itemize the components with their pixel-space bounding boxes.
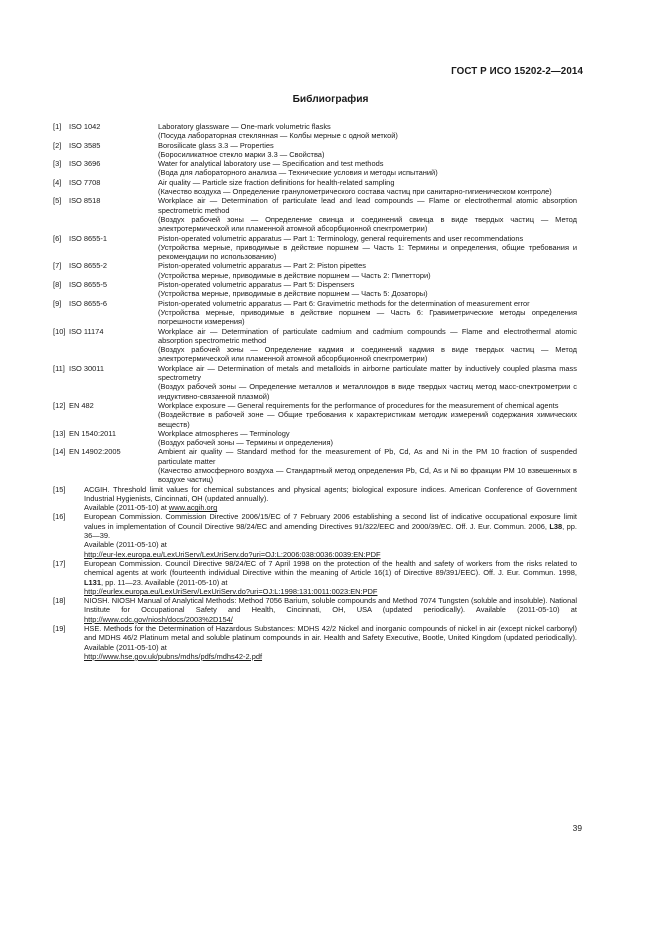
- bib-title-en: Borosilicate glass 3.3 — Properties: [158, 140, 274, 150]
- bib-entry-17: [53, 559, 577, 596]
- bib-number: [1]: [53, 122, 62, 131]
- bib-title-ru: (Вода для лабораторного анализа — Технические условия и методы испытаний): [158, 168, 438, 178]
- bib-title-ru: (Воздух рабочей зоны — Определение кадмия и соединений кадмия в виде твердых частиц — Метод электротермической или пламенной атомной абсорбционной спектрометрии): [158, 345, 577, 364]
- bib-code: EN 482: [69, 400, 94, 410]
- bib-number: [15]: [53, 484, 66, 494]
- bib-title-en: Piston-operated volumetric apparatus — Part 1: Terminology, general requirements and user recommendations: [158, 233, 524, 243]
- bib-title-ru: (Воздух рабочей зоны — Определение свинца и соединений свинца в виде твердых частиц — Метод электротермической или пламенной атомной абсорбционной спектрометрии): [158, 214, 577, 234]
- bib-entry-1: [53, 122, 577, 141]
- bib-number: [11]: [53, 363, 65, 373]
- bib-title-ru: (Устройства мерные, приводимые в действие поршнем — Часть 5: Дозаторы): [158, 289, 428, 299]
- page-title: Библиография: [292, 94, 369, 105]
- bib-entry-16: [53, 512, 577, 558]
- bib-title-ru: (Устройства мерные, приводимые в действие поршнем — Часть 2: Пипеттори): [158, 270, 431, 280]
- bib-title-en: Air quality — Particle size fraction definitions for health-related sampling: [158, 177, 395, 187]
- bib-code: ISO 8655-2: [69, 261, 108, 271]
- bib-entry-5: [53, 196, 577, 233]
- bib-number: [2]: [53, 140, 62, 150]
- bib-entry-19: [53, 624, 577, 661]
- bib-reference-text-cont: , pp. 36—39.: [84, 521, 577, 541]
- bib-number: [4]: [53, 177, 62, 187]
- bib-number: [6]: [53, 233, 62, 243]
- bib-title-en: Piston-operated volumetric apparatus — Part 2: Piston pipettes: [158, 261, 366, 271]
- bib-entry-4: [53, 178, 577, 197]
- bib-code: ISO 8655-5: [69, 280, 108, 290]
- bib-code: ISO 11174: [69, 326, 104, 336]
- bib-reference-text: HSE. Methods for the Determination of Hazardous Substances: MDHS 42/2 Nickel and inorganic compounds of nickel in air (except nickel carbonyl) and MDHS 46/2 Platinum metal and soluble platinum compounds in air. Health and Safety Executive, Bootle, United Kingdom (updated periodically). Available (2011-05-10) at: [84, 624, 577, 652]
- bib-title-ru: (Устройства мерные, приводимые в действие поршнем — Часть 6: Гравиметрические методы определения погрешности измерения): [158, 307, 577, 327]
- bib-entry-8: [53, 280, 577, 299]
- bib-number: [3]: [53, 159, 62, 169]
- bib-title-en: Ambient air quality — Standard method for the measurement of Pb, Cd, As and Ni in the PM 10 fraction of suspended particulate matter: [158, 447, 577, 466]
- bib-entry-3: [53, 159, 577, 178]
- bib-entry-11: [53, 364, 577, 401]
- bib-entry-13: [53, 429, 577, 448]
- bib-number: [14]: [53, 447, 66, 457]
- bib-entry-14: [53, 447, 577, 484]
- bib-title-ru: (Воздействие в рабочей зоне — Общие требования к характеристикам методик измерений содержания химических веществ): [158, 410, 577, 429]
- bib-reference-text: European Commission. Council Directive 98/24/EC of 7 April 1998 on the protection of the health and safety of workers from the risks related to chemical agents at work (fourteenth individual Directive within the meaning of Article 16(1) of Directive 89/391/EEC). Off. J. Eur. Commun. 1998,: [84, 558, 577, 578]
- bib-code: ISO 8655-6: [69, 298, 108, 308]
- bib-number: [9]: [53, 298, 62, 308]
- bib-reference-text: NIOSH. NIOSH Manual of Analytical Methods: Method 7056 Barium, soluble compounds and Method 7074 Tungsten (soluble and insoluble). National Institute for Occupational Safety and Health, Cincinnati, OH, USA (updated periodically). Available (2011-05-10) at: [84, 596, 577, 615]
- bib-title-ru: (Боросиликатное стекло марки 3.3 — Свойства): [158, 149, 325, 159]
- bib-entry-15: [53, 485, 577, 513]
- bib-number: [7]: [53, 261, 62, 271]
- bib-link[interactable]: http://www.cdc.gov/niosh/docs/2003%2D154/: [84, 614, 233, 624]
- bib-number: [12]: [53, 400, 66, 410]
- bib-number: [19]: [53, 624, 66, 634]
- bib-reference-text: ACGIH. Threshold limit values for chemical substances and physical agents; biological exposure indices. American Conference of Government Industrial Hygienists, Cincinnati, OH (updated annually).: [84, 484, 577, 503]
- bib-entry-10: [53, 327, 577, 364]
- bib-title-en: Workplace air — Determination of particulate cadmium and cadmium compounds — Flame and electrothermal atomic absorption spectrometric method: [158, 326, 577, 345]
- bib-code: ISO 7708: [69, 177, 101, 187]
- bib-code: EN 1540:2011: [69, 428, 117, 438]
- bib-entry-9: [53, 299, 577, 327]
- bib-code: ISO 3696: [69, 159, 101, 169]
- bib-number: [16]: [53, 512, 66, 522]
- bib-number: [17]: [53, 558, 66, 568]
- bib-title-en: Workplace exposure — General requirements for the performance of procedures for the measurement of chemical agents: [158, 400, 559, 410]
- bib-number: [18]: [53, 596, 66, 606]
- bib-number: [8]: [53, 280, 62, 290]
- bib-reference-bold: L38: [549, 521, 563, 531]
- bib-title-en: Water for analytical laboratory use — Specification and test methods: [158, 159, 384, 169]
- bib-title-en: Workplace air — Determination of particulate lead and lead compounds — Flame or electrothermal atomic absorption spectrometric method: [158, 196, 577, 215]
- bib-link[interactable]: http://eurlex.europa.eu/LexUriServ/LexUriServ.do?uri=OJ:L:1998:131:0011:0023:EN:PDF: [84, 586, 378, 596]
- bib-number: [5]: [53, 196, 62, 206]
- bib-entry-2: [53, 141, 577, 160]
- bib-available-label: Available (2011-05-10) at: [84, 503, 167, 513]
- bib-link[interactable]: www.acgih.org: [168, 503, 218, 513]
- bib-title-ru: (Качество воздуха — Определение гранулометрического состава частиц при санитарно-гигиеническом контроле): [158, 187, 552, 197]
- bib-number: [13]: [53, 428, 66, 438]
- bib-title-ru: (Воздух рабочей зоны — Термины и определения): [158, 438, 333, 448]
- bib-title-ru: (Качество атмосферного воздуха — Стандартный метод определения Pb, Cd, As и Ni во фракции PM 10 взвешенных в воздухе частиц): [158, 465, 577, 485]
- bib-title-ru: (Посуда лабораторная стеклянная — Колбы мерные с одной меткой): [158, 131, 398, 141]
- bib-title-en: Piston-operated volumetric apparatus — Part 5: Dispensers: [158, 280, 355, 290]
- bib-code: ISO 30011: [69, 363, 105, 373]
- bib-title-en: Workplace atmospheres — Terminology: [158, 428, 290, 438]
- bib-entry-18: [53, 596, 577, 624]
- bib-code: ISO 8655-1: [69, 233, 108, 243]
- bib-entry-7: [53, 261, 577, 280]
- bibliography-list: [53, 122, 577, 661]
- bib-entry-6: [53, 234, 577, 262]
- bib-title-en: Workplace air — Determination of metals and metalloids in airborne particulate matter by inductively coupled plasma mass spectrometry: [158, 363, 577, 383]
- bib-available-label: Available (2011-05-10) at: [84, 540, 167, 550]
- bib-reference-bold: L131: [84, 577, 101, 587]
- bib-title-en: Piston-operated volumetric apparatus — Part 6: Gravimetric methods for the determination of measurement error: [158, 298, 530, 308]
- bib-title-en: Laboratory glassware — One-mark volumetric flasks: [158, 122, 331, 131]
- document-standard-id: ГОСТ Р ИСО 15202-2—2014: [451, 66, 583, 77]
- bib-entry-12: [53, 401, 577, 429]
- bib-link[interactable]: http://www.hse.gov.uk/pubns/mdhs/pdfs/mdhs42-2.pdf: [84, 651, 263, 661]
- bib-code: ISO 8518: [69, 196, 101, 206]
- bib-code: ISO 1042: [69, 122, 101, 131]
- bib-code: EN 14902:2005: [69, 447, 121, 457]
- bib-reference-text-cont: , pp. 11—23. Available (2011-05-10) at: [100, 577, 228, 587]
- bib-title-ru: (Устройства мерные, приводимые в действие поршнем — Часть 1: Термины и определения, общие требования и рекомендации по использованию): [158, 242, 577, 262]
- bib-number: [10]: [53, 326, 66, 336]
- page-number: 39: [572, 823, 582, 833]
- bib-link[interactable]: http://eur-lex.europa.eu/LexUriServ/LexUriServ.do?uri=OJ:L:2006:038:0036:0039:EN:PDF: [84, 549, 381, 559]
- bib-code: ISO 3585: [69, 140, 101, 150]
- bib-reference-text: European Commission. Commission Directive 2006/15/EC of 7 February 2006 establishing a second list of indicative occupational exposure limit values in implementation of Council Directive 98/24/EC and amending Directives 91/322/EEC and 2000/39/EC. Off. J. Eur. Commun. 2006,: [84, 512, 577, 531]
- bib-title-ru: (Воздух рабочей зоны — Определение металлов и металлоидов в виде твердых частиц метод масс-спектрометрии с индуктивно-связанной плазмой): [158, 382, 577, 401]
